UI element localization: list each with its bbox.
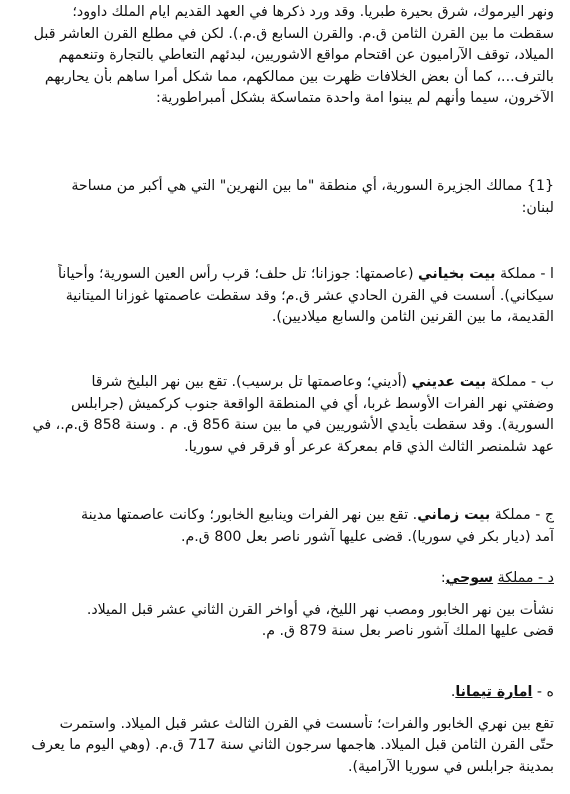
kingdom-c-paragraph [12, 505, 554, 548]
text-line: سقطت ما بين القرن الثامن ق.م. والقرن السابع ق.م.). لكن في مطلع القرن العاشر قبل [33, 25, 554, 42]
kingdom-name: بيت بخياني [418, 266, 496, 282]
text-line: القديمة، ما بين القرنين الثامن والسابع ميلاديين). [271, 309, 554, 325]
text-line [12, 264, 554, 286]
kingdom-prefix: ب - مملكة [490, 374, 554, 390]
text-line: تقع بين نهري الخابور والفرات؛ تأسست في القرن الثالث عشر قبل الميلاد. واستمرت [59, 715, 554, 732]
kingdom-e-paragraph [12, 682, 554, 778]
text-line: لبنان: [521, 199, 554, 216]
kingdom-prefix: ج - مملكة [494, 507, 554, 523]
heading-period: . [450, 684, 456, 700]
kingdom-name: سوحي [445, 570, 494, 586]
kingdom-d-paragraph [12, 568, 554, 643]
text-line: قضى عليها الملك آشور ناصر بعل سنة 879 ق. م. [261, 623, 554, 639]
intro-paragraph [12, 2, 554, 110]
kingdom-description: (عاصمتها: جوزانا؛ تل حلف؛ قرب رأس العين السورية؛ وأحياناً [58, 266, 414, 282]
kingdom-name: بيت زماني [417, 507, 491, 523]
text-line: الميلاد، توقف الآراميون عن اقتحام مواقع الاشوريين، لبدئهم التعاطي بالتجارة وتنعمهم [58, 47, 554, 63]
kingdom-prefix: د - مملكة [497, 570, 554, 586]
text-line: سيكاني). أسست في القرن الحادي عشر ق.م؛ وقد سقطت عاصمتها غوزانا الميتانية [65, 287, 554, 304]
kingdom-description: . تقع بين نهر الفرات وينابيع الخابور؛ وكانت عاصمتها مدينة [81, 507, 418, 523]
kingdom-heading [12, 682, 554, 704]
text-line: عهد شلمنصر الثالث الذي قام بمعركة عرعر أو قرقر في سوريا. [184, 438, 554, 455]
text-line: آمد (ديار بكر في سوريا). قضى عليها آشور ناصر بعل 800 ق.م. [181, 528, 554, 545]
text-line: نشأت بين نهر الخابور ومصب نهر الليخ، في أواخر القرن الثاني عشر قبل الميلاد. [86, 601, 554, 618]
text-line [12, 505, 554, 527]
text-line: حتّى القرن الثامن قبل الميلاد. هاجمها سرجون الثاني سنة 717 ق.م. (وهي اليوم ما يعرف [31, 737, 554, 753]
text-line: بالترف...، كما أن بعض الخلافات ظهرت بين ممالكهم، مما شكل أمرا ساهم بأن يحاربهم [44, 68, 554, 85]
text-line: السورية). وقد سقطت بأيدي الأشوريين في ما بين سنة 856 ق. م . وسنة 858 ق.م.، في [32, 417, 554, 433]
text-line: {1} ممالك الجزيرة السورية، أي منطقة "ما بين النهرين" التي هي أكبر من مساحة [71, 178, 554, 194]
heading-colon: : [440, 570, 446, 586]
kingdom-heading [12, 568, 554, 590]
text-line [12, 372, 554, 394]
kingdom-b-paragraph [12, 372, 554, 458]
kingdom-prefix: ه - [532, 684, 554, 700]
kingdom-name: بيت عديني [411, 374, 487, 390]
kingdom-name: امارة تيمانا [455, 684, 533, 700]
kingdom-a-paragraph [12, 264, 554, 329]
kingdom-prefix: ا - مملكة [499, 266, 554, 282]
text-line: وضفتي نهر الفرات الأوسط غربا، أي في المنطقة الواقعة جنوب كركميش (جرابلس [70, 395, 554, 412]
text-line: بمدينة جرابلس في سوريا الآرامية). [347, 758, 554, 775]
kingdom-description: (أديني؛ وعاصمتها تل برسيب). تقع بين نهر البليخ شرقا [91, 374, 408, 390]
section-heading-paragraph [12, 176, 554, 219]
text-line: ونهر اليرموك، شرق بحيرة طبريا. وقد ورد ذكرها في العهد القديم ايام الملك داوود؛ [72, 4, 554, 20]
text-line: الآخرون، سيما وأنهم لم يبنوا امة واحدة متماسكة بشكل أمبراطورية: [156, 90, 554, 106]
